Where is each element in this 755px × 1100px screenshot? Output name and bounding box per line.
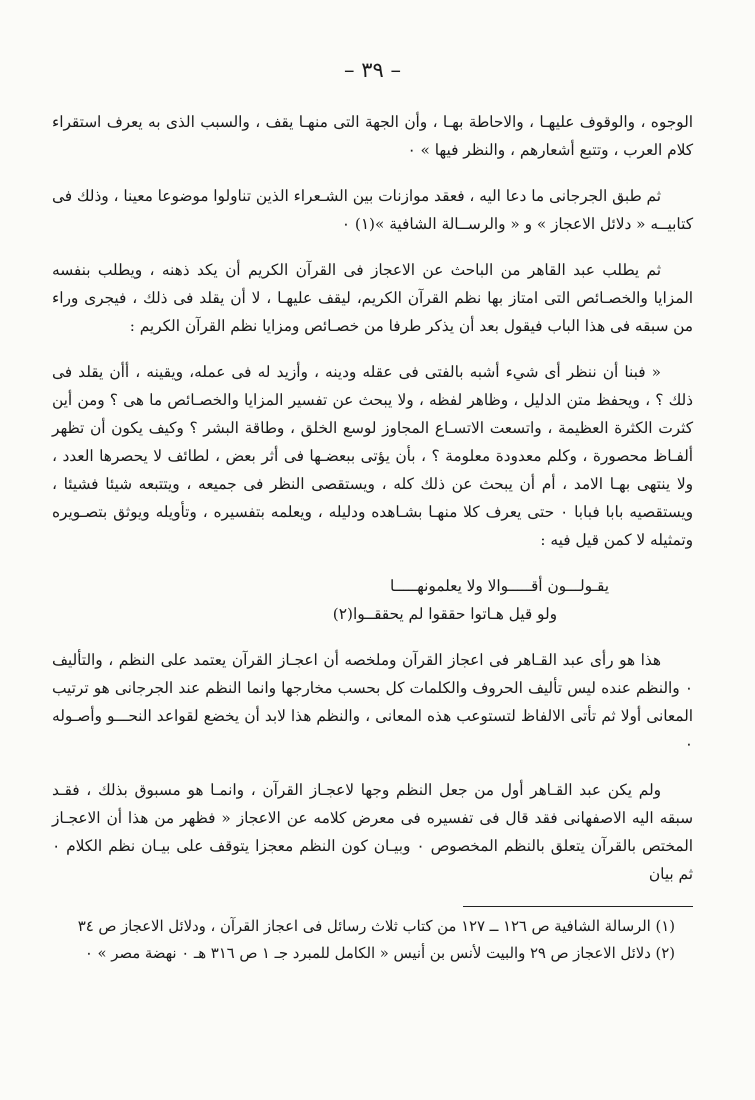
footnote-1: (١) الرسالة الشافية ص ١٢٦ ــ ١٢٧ من كتاب ثلاث رسائل فى اعجاز القرآن ، ودلائل الاعجاز ص ٣٤ [77,918,675,935]
verse-line-2: ولو قيل هـاتوا حققوا لم يحققــوا(٢) [332,605,557,623]
verse [52,572,693,628]
paragraph-2: ثم طبق الجرجانى ما دعا اليه ، فعقد موازنات بين الشـعراء الذين تناولوا موضوعا معينا ، وذلك فى كتابيــه « دلائل الاعجاز » و « والرســالة الشافية »(١) ٠ [51,187,693,233]
page-number: – ٣٩ – [344,58,401,82]
footnote-divider [463,906,693,907]
paragraph-3: ثم يطلب عبد القاهر من الباحث عن الاعجاز فى القرآن الكريم أن يكد ذهنه ، ويطلب بنفسه المزايا والخصـائص التى امتاز بها نظم القرآن الكريم، ليقف عليهـا ، لا أن يقلد فى ذلك ، فيجرى وراء من سبقه فى هذا الباب فيقول بعد أن يذكر طرفا من خصـائص ومزايا نظم القرآن الكريم : [52,261,693,335]
paragraph-6: ولم يكن عبد القـاهر أول من جعل النظم وجها لاعجـاز القرآن ، وانمـا هو مسبوق بذلك ، فقـد سبقه اليه الاصفهانى فقد قال فى تفسيره فى معرض كلامه عن الاعجاز « فظهر من هذا أن الاعجـاز المختص بالقرآن يتعلق بالنظم المخصوص ٠ وبيـان كون النظم معجزا يتوقف على بيـان نظم الكلام ٠ ثم بيان [52,781,693,883]
paragraph-1: الوجوه ، والوقوف عليهـا ، والاحاطة بهـا ، وأن الجهة التى منهـا يقف ، والسبب الذى به يعرف استقراء كلام العرب ، وتتبع أشعارهم ، والنظر فيها » ٠ [52,113,693,159]
quotation-paragraph: « فبنا أن ننظر أى شيء أشبه بالفتى فى عقله ودينه ، وأزيد له فى عمله، ويقينه ، أأن يقلد فى ذلك ؟ ، ويحفظ متن الدليل ، وظاهر لفظه ، ولا يبحث عن تفسير المزايا والخصـائص ما هى ؟ ومن أين كثرت الكثرة العظيمة ، واتسعت الاتسـاع المجاوز لوسع الخلق ، وطاقة البشر ؟ وكيف يكون أن تظهر ألفـاظ محصورة ، وكلم معدودة معلومة ؟ ، بأن يؤتى ببعضـها فى أثر بعض ، لطائف لا يحصرها العدد ، ولا ينتهى بهـا الامد ، أم أن يبحث عن ذلك كله ، ويستقصى النظر فى جميعه ، ويتتبعه شيئا فشيئا ، ويستقصيه بابا فبابا ٠ حتى يعرف كلا منهـا بشـاهده ودليله ، ويعلمه بتفسيره ، وتأويله ويوثق بتصـويره وتمثيله لا كمن قيل فيه : [52,363,693,549]
paragraph-5: هذا هو رأى عبد القـاهر فى اعجاز القرآن وملخصه أن اعجـاز القرآن يعتمد على النظم ، والتأليف ٠ والنظم عنده ليس تأليف الحروف والكلمات كل بحسب مخارجها وانما النظم عند الجرجانى هو ترتيب المعانى أولا ثم تأتى الالفاظ لتستوعب هذه المعانى ، والنظم هذا لابد أن يخضع لقواعد النحـــو وأصـوله ٠ [52,651,693,753]
footnote-2: (٢) دلائل الاعجاز ص ٢٩ والبيت لأنس بن أنيس « الكامل للمبرد جـ ١ ص ٣١٦ هـ ٠ نهضة مصر » ٠ [84,945,675,962]
verse-line-1: يقـولـــون أقـــــوالا ولا يعلمونهـــــا [390,577,609,595]
